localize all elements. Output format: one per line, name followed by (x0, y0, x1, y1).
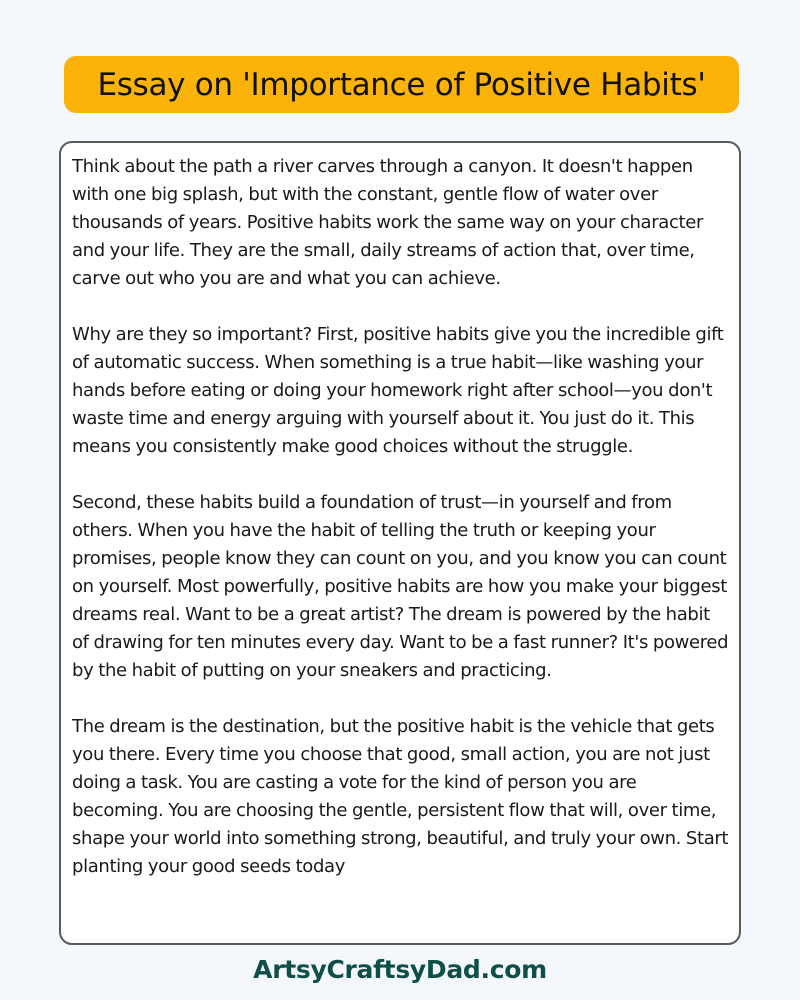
footer-brand: ArtsyCraftsyDad.com (253, 955, 547, 984)
title-badge (64, 56, 739, 113)
essay-box (59, 141, 741, 945)
page-title: Essay on 'Importance of Positive Habits' (97, 66, 706, 103)
essay-paragraph-3: Second, these habits build a foundation of trust—in yourself and from others. When you have the habit of telling the truth or keeping your promises, people know they can count on you, and you know you can count on yourself. Most powerfully, positive habits are how you make your biggest dreams real. Want to be a great artist? The dream is powered by the habit of drawing for ten minutes every day. Want to be a fast runner? It's powered by the habit of putting on your sneakers and practicing. (72, 492, 729, 681)
essay-paragraph-2: Why are they so important? First, positive habits give you the incredible gift of automatic success. When something is a true habit—like washing your hands before eating or doing your homework right after school—you don't waste time and energy arguing with yourself about it. You just do it. This means you consistently make good choices without the struggle. (72, 324, 724, 457)
essay-paragraph-4: The dream is the destination, but the positive habit is the vehicle that gets you there. Every time you choose that good, small action, you are not just doing a task. You are casting a vote for the kind of person you are becoming. You are choosing the gentle, persistent flow that will, over time, shape your world into something strong, beautiful, and truly your own. Start planting your good seeds today (72, 716, 729, 877)
essay-paragraph-1: Think about the path a river carves through a canyon. It doesn't happen with one big splash, but with the constant, gentle flow of water over thousands of years. Positive habits work the same way on your character and your life. They are the small, daily streams of action that, over time, carve out who you are and what you can achieve. (72, 156, 704, 289)
